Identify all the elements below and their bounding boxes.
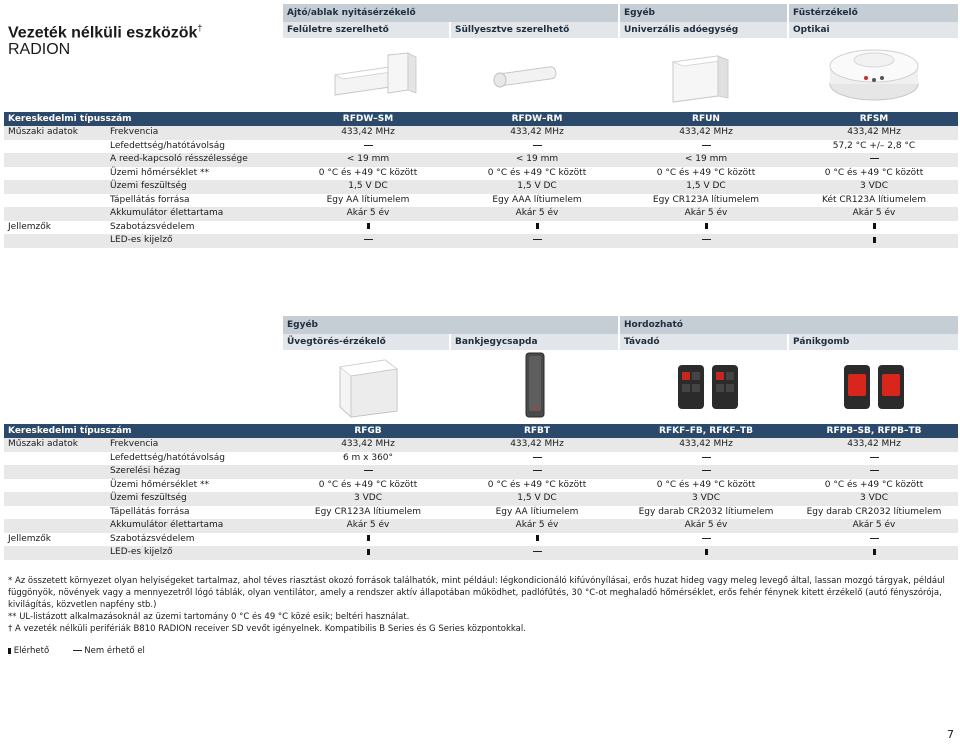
not-available-icon	[622, 234, 790, 248]
row-value: 57,2 °C +/– 2,8 °C	[832, 140, 916, 151]
table-header-row	[4, 424, 958, 438]
legend-not-available-icon	[73, 650, 82, 651]
table-row	[4, 519, 958, 533]
row-value: Egy AA lítiumelem	[326, 194, 410, 205]
type-label: Kereskedelmi típusszám	[8, 114, 132, 124]
not-available-icon	[453, 465, 621, 479]
rfkf-image	[674, 360, 744, 415]
row-label: Tápellátás forrása	[110, 194, 190, 205]
group-header-other-2: Egyéb	[283, 316, 618, 334]
not-available-mark-icon	[533, 551, 542, 552]
not-available-mark-icon	[870, 538, 879, 539]
row-value: Két CR123A lítiumelem	[822, 194, 926, 205]
available-mark-icon	[873, 223, 876, 229]
row-value: 433,42 MHz	[679, 127, 733, 137]
row-group-label: Műszaki adatok	[8, 439, 78, 449]
row-value: Egy darab CR2032 lítiumelem	[806, 506, 942, 517]
available-mark-icon	[367, 223, 370, 229]
not-available-icon	[284, 234, 452, 248]
row-value: Egy AAA lítiumelem	[492, 194, 582, 205]
type-label: Kereskedelmi típusszám	[8, 426, 132, 436]
not-available-icon	[284, 465, 452, 479]
subheader-surface: Felületre szerelhető	[283, 22, 449, 38]
subheader-moneyclip: Bankjegycsapda	[451, 334, 618, 350]
row-value: Akár 5 év	[346, 520, 390, 530]
not-available-icon	[790, 533, 958, 547]
table-row	[4, 438, 958, 452]
available-mark-icon	[705, 549, 708, 555]
row-label: LED-es kijelző	[110, 547, 173, 557]
group-header-portable: Hordozható	[620, 316, 958, 334]
not-available-mark-icon	[364, 145, 373, 146]
row-value: 1,5 V DC	[686, 181, 726, 191]
row-value: < 19 mm	[515, 154, 559, 164]
not-available-icon	[622, 533, 790, 547]
row-value: 3 VDC	[860, 181, 888, 191]
table-row	[4, 234, 958, 248]
not-available-mark-icon	[870, 158, 879, 159]
table-row	[4, 194, 958, 208]
subheader-panic: Pánikgomb	[789, 334, 958, 350]
row-value: 0 °C és +49 °C között	[318, 167, 418, 178]
row-value: 3 VDC	[860, 493, 888, 503]
row-group-label: Műszaki adatok	[8, 127, 78, 137]
row-label: Szabotázsvédelem	[110, 221, 195, 232]
rfdw-rm-image	[488, 58, 578, 98]
row-value: Egy CR123A lítiumelem	[314, 506, 422, 517]
rfgb-image	[335, 355, 405, 420]
row-label: LED-es kijelző	[110, 235, 173, 245]
legend-not-available-label: Nem érhető el	[84, 646, 145, 656]
available-icon	[284, 221, 452, 235]
table-row	[4, 546, 958, 560]
row-value: 0 °C és +49 °C között	[824, 479, 924, 490]
not-available-mark-icon	[702, 470, 711, 471]
row-value: Akár 5 év	[346, 208, 390, 218]
not-available-mark-icon	[702, 538, 711, 539]
row-value: 433,42 MHz	[510, 439, 564, 449]
table-row	[4, 207, 958, 221]
not-available-icon	[453, 234, 621, 248]
row-value: 0 °C és +49 °C között	[487, 167, 587, 178]
row-value: < 19 mm	[346, 154, 390, 164]
not-available-icon	[790, 153, 958, 167]
spec-table-1	[4, 112, 958, 250]
row-value: Akár 5 év	[852, 520, 896, 530]
rfsm-image	[826, 40, 922, 108]
row-value: 0 °C és +49 °C között	[824, 167, 924, 178]
row-value: Egy CR123A lítiumelem	[652, 194, 760, 205]
table-header-row	[4, 112, 958, 126]
row-value: Egy darab CR2032 lítiumelem	[638, 506, 774, 517]
row-label: Üzemi hőmérséklet **	[110, 167, 210, 178]
table-row	[4, 465, 958, 479]
row-label: Üzemi feszültség	[110, 493, 187, 503]
row-label: Lefedettség/hatótávolság	[110, 452, 225, 463]
not-available-mark-icon	[364, 470, 373, 471]
rfbt-image	[520, 350, 550, 420]
available-mark-icon	[873, 549, 876, 555]
table-row	[4, 180, 958, 194]
table-row	[4, 221, 958, 235]
available-icon	[790, 234, 958, 248]
available-mark-icon	[367, 549, 370, 555]
table-row	[4, 126, 958, 140]
row-label: Üzemi hőmérséklet **	[110, 479, 210, 490]
table-row	[4, 479, 958, 493]
footnote-star: * Az összetett környezet olyan helyiségeket tartalmaz, ahol téves riasztást okozó források találhatók, mint például: légkondicionáló kifúvónyílásai, erős huzat hideg vagy meleg levegő által, lassan mozgó tárgyak, például függönyök, növények vagy a mennyezetről lógó táblák, olyan ventilátor, amely a rendszer aktív állapotában működhet, padlófűtés, 30 °C-ot meghaladó hőmérséklet, erős fehér fénynek kitett érzékelő (autó fényszórója, kivilágítás, közvetlen napfény stb.)	[8, 576, 945, 610]
available-mark-icon	[536, 535, 539, 541]
not-available-mark-icon	[702, 145, 711, 146]
row-value: Akár 5 év	[684, 520, 728, 530]
rfun-image	[668, 40, 748, 105]
subheader-optical: Optikai	[789, 22, 958, 38]
rfpb-image	[840, 360, 910, 415]
row-label: Akkumulátor élettartama	[110, 520, 224, 530]
subheader-universal: Univerzális adóegység	[620, 22, 787, 38]
not-available-icon	[453, 546, 621, 560]
not-available-mark-icon	[870, 457, 879, 458]
row-value: Akár 5 év	[684, 208, 728, 218]
table-row	[4, 506, 958, 520]
row-value: Akár 5 év	[515, 208, 559, 218]
row-value: 0 °C és +49 °C között	[656, 479, 756, 490]
row-value: Egy AA lítiumelem	[495, 506, 579, 517]
not-available-mark-icon	[533, 145, 542, 146]
row-label: Akkumulátor élettartama	[110, 208, 224, 218]
row-label: Szabotázsvédelem	[110, 533, 195, 544]
available-mark-icon	[536, 223, 539, 229]
table-row	[4, 140, 958, 154]
subheader-recessed: Süllyesztve szerelhető	[451, 22, 618, 38]
available-icon	[284, 546, 452, 560]
available-icon	[622, 546, 790, 560]
not-available-icon	[790, 452, 958, 466]
row-value: 433,42 MHz	[679, 439, 733, 449]
rfdw-sm-image	[330, 45, 430, 105]
not-available-icon	[284, 140, 452, 154]
not-available-mark-icon	[364, 239, 373, 240]
table-row	[4, 533, 958, 547]
row-value: 6 m x 360°	[342, 452, 394, 463]
product-rfkf: RFKF–FB, RFKF–TB	[659, 426, 753, 436]
row-value: 1,5 V DC	[517, 493, 557, 503]
footnote-double-star: ** UL-listázott alkalmazásoknál az üzemi tartomány 0 °C és 49 °C közé esik; beltéri használat.	[8, 612, 410, 622]
footnote-dagger: † A vezeték nélküli perifériák B810 RADION receiver SD vevőt igényelnek. Kompatibilis B Series és G Series központokkal.	[8, 624, 526, 634]
not-available-mark-icon	[533, 239, 542, 240]
not-available-mark-icon	[870, 470, 879, 471]
table-row	[4, 153, 958, 167]
available-mark-icon	[873, 237, 876, 243]
product-rfdw-rm: RFDW–RM	[511, 114, 563, 124]
title-dagger-mark: †	[197, 23, 203, 33]
row-label: Szerelési hézag	[110, 466, 181, 476]
available-icon	[622, 221, 790, 235]
row-value: 433,42 MHz	[847, 127, 901, 137]
row-value: 0 °C és +49 °C között	[487, 479, 587, 490]
not-available-mark-icon	[702, 239, 711, 240]
not-available-icon	[622, 452, 790, 466]
legend-available-label: Elérhető	[13, 646, 50, 656]
not-available-icon	[453, 452, 621, 466]
row-group-label: Jellemzők	[8, 533, 51, 544]
not-available-icon	[622, 140, 790, 154]
spec-table-2	[4, 424, 958, 562]
row-value: 433,42 MHz	[341, 439, 395, 449]
not-available-icon	[622, 465, 790, 479]
available-icon	[453, 533, 621, 547]
product-rfsm: RFSM	[859, 114, 889, 124]
product-rfdw-sm: RFDW–SM	[342, 114, 394, 124]
row-value: 433,42 MHz	[341, 127, 395, 137]
product-rfbt: RFBT	[523, 426, 551, 436]
row-label: Frekvencia	[110, 439, 159, 449]
row-label: A reed-kapcsoló résszélessége	[110, 154, 248, 164]
table-row	[4, 167, 958, 181]
row-value: Akár 5 év	[852, 208, 896, 218]
subheader-keyfob: Távadó	[620, 334, 787, 350]
row-value: 0 °C és +49 °C között	[656, 167, 756, 178]
row-label: Üzemi feszültség	[110, 181, 187, 191]
row-value: 0 °C és +49 °C között	[318, 479, 418, 490]
available-mark-icon	[705, 223, 708, 229]
available-icon	[453, 221, 621, 235]
available-icon	[790, 221, 958, 235]
not-available-mark-icon	[533, 457, 542, 458]
available-icon	[790, 546, 958, 560]
row-value: 1,5 V DC	[348, 181, 388, 191]
product-rfpb: RFPB–SB, RFPB–TB	[826, 426, 922, 436]
row-value: Akár 5 év	[515, 520, 559, 530]
legend	[8, 645, 308, 657]
row-value: 3 VDC	[692, 493, 720, 503]
group-header-smoke: Füstérzékelő	[789, 4, 958, 22]
page-title: Vezeték nélküli eszközök†	[8, 23, 203, 42]
not-available-mark-icon	[702, 457, 711, 458]
table-row	[4, 452, 958, 466]
row-value: 3 VDC	[354, 493, 382, 503]
legend-available-icon	[8, 648, 11, 654]
available-mark-icon	[367, 535, 370, 541]
product-rfgb: RFGB	[354, 426, 382, 436]
product-rfun: RFUN	[692, 114, 720, 124]
row-value: < 19 mm	[684, 154, 728, 164]
page-subtitle: RADION	[8, 41, 71, 58]
group-header-door-window: Ajtó/ablak nyitásérzékelő	[283, 4, 618, 22]
row-value: 1,5 V DC	[517, 181, 557, 191]
group-header-other: Egyéb	[620, 4, 787, 22]
subheader-glassbreak: Üvegtörés-érzékelő	[283, 334, 449, 350]
row-label: Lefedettség/hatótávolság	[110, 140, 225, 151]
not-available-mark-icon	[533, 470, 542, 471]
row-value: 433,42 MHz	[510, 127, 564, 137]
not-available-icon	[790, 465, 958, 479]
row-label: Frekvencia	[110, 127, 159, 137]
available-icon	[284, 533, 452, 547]
row-group-label: Jellemzők	[8, 221, 51, 232]
row-label: Tápellátás forrása	[110, 506, 190, 517]
row-value: 433,42 MHz	[847, 439, 901, 449]
table-row	[4, 492, 958, 506]
not-available-icon	[453, 140, 621, 154]
page-number: 7	[947, 728, 954, 741]
